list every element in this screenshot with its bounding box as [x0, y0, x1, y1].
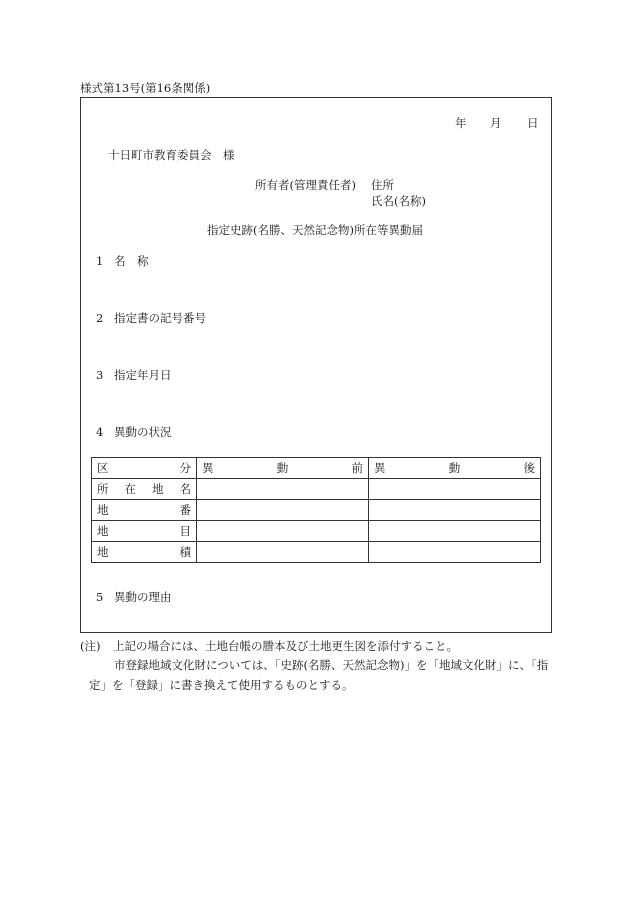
addressee: 十日町市教育委員会 様	[108, 148, 235, 162]
item-designation-date	[96, 368, 172, 382]
item-label: 指定書の記号番号	[114, 311, 206, 325]
label-char: 名	[179, 481, 191, 496]
note-line-3: 定」を「登録」に書き換えて使用するものとする。	[89, 678, 354, 692]
row-label-area	[92, 542, 197, 563]
label-char: 目	[179, 523, 191, 538]
cell-before[interactable]	[197, 479, 369, 500]
header-char: 動	[276, 460, 289, 475]
cell-before[interactable]	[197, 500, 369, 521]
item-change-status	[96, 425, 172, 439]
note-line-1	[80, 639, 458, 653]
cell-before[interactable]	[197, 521, 369, 542]
item-change-reason	[96, 590, 172, 604]
cell-before[interactable]	[197, 542, 369, 563]
table-row	[92, 542, 541, 563]
label-char: 地	[152, 481, 164, 496]
item-designation-number	[96, 311, 206, 325]
header-char: 区	[97, 460, 109, 475]
note-text: 上記の場合には、土地台帳の謄本及び土地更生図を添付すること。	[113, 639, 458, 653]
change-status-table	[91, 457, 541, 563]
cell-after[interactable]	[369, 521, 541, 542]
date-day-label: 日	[527, 116, 539, 130]
table-row	[92, 479, 541, 500]
cell-after[interactable]	[369, 479, 541, 500]
header-char: 分	[179, 460, 191, 475]
label-char: 地	[97, 523, 109, 538]
item-label: 指定年月日	[114, 368, 172, 382]
owner-address-label: 住所	[371, 178, 394, 192]
item-name	[96, 254, 149, 268]
date-year-label: 年	[455, 116, 467, 130]
header-after	[369, 458, 541, 479]
table-row	[92, 500, 541, 521]
note-tag: (注)	[80, 639, 101, 653]
item-number: 4	[96, 425, 104, 439]
header-char: 異	[374, 460, 386, 475]
item-label: 異動の状況	[114, 425, 172, 439]
owner-role-label: 所有者(管理責任者)	[255, 178, 356, 192]
document-title: 指定史跡(名勝、天然記念物)所在等異動届	[207, 223, 423, 237]
item-number: 5	[96, 590, 104, 604]
label-char: 地	[97, 502, 109, 517]
owner-name-label: 氏名(名称)	[371, 194, 426, 208]
label-char: 積	[179, 544, 191, 559]
label-char: 所	[97, 481, 109, 496]
table-row	[92, 521, 541, 542]
label-char: 在	[124, 481, 136, 496]
note-line-2: 市登録地域文化財については、「史跡(名勝、天然記念物)」を「地域文化財」に、「指	[114, 658, 549, 672]
table-header-row	[92, 458, 541, 479]
row-label-location	[92, 479, 197, 500]
form-number: 様式第13号(第16条関係)	[80, 81, 211, 95]
item-number: 3	[96, 368, 104, 382]
header-before	[197, 458, 369, 479]
item-label: 異動の理由	[114, 590, 172, 604]
cell-after[interactable]	[369, 542, 541, 563]
header-char: 動	[448, 460, 461, 475]
item-label: 名 称	[114, 254, 149, 268]
header-char: 後	[523, 460, 535, 475]
row-label-land-category	[92, 521, 197, 542]
item-number: 2	[96, 311, 104, 325]
header-category	[92, 458, 197, 479]
label-char: 番	[179, 502, 191, 517]
label-char: 地	[97, 544, 109, 559]
date-line	[455, 116, 539, 130]
item-number: 1	[96, 254, 104, 268]
row-label-lot-number	[92, 500, 197, 521]
header-char: 前	[351, 460, 363, 475]
header-char: 異	[202, 460, 214, 475]
date-month-label: 月	[490, 116, 502, 130]
cell-after[interactable]	[369, 500, 541, 521]
